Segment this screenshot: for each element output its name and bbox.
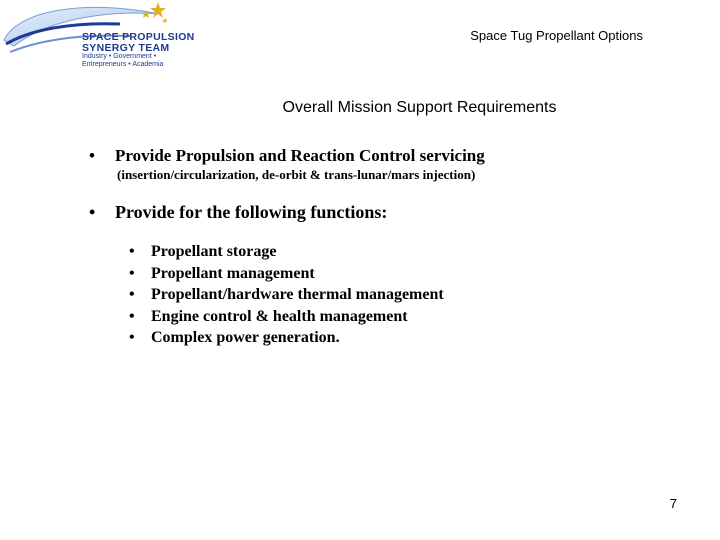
bullet-text: Provide Propulsion and Reaction Control servicing xyxy=(115,146,485,165)
header-title: Space Tug Propellant Options xyxy=(470,28,643,43)
list-marker: • xyxy=(129,307,135,325)
list-item xyxy=(129,284,444,306)
list-item-text: Propellant storage xyxy=(151,243,277,260)
list-item xyxy=(129,263,444,285)
list-item-text: Complex power generation. xyxy=(151,329,340,346)
bullet-text: Provide for the following functions: xyxy=(115,202,388,222)
bullet-marker: • xyxy=(89,202,96,222)
logo-line-4: Entrepreneurs • Academia xyxy=(82,61,164,68)
bullet-note: (insertion/circularization, de-orbit & trans-lunar/mars injection) xyxy=(117,167,476,182)
list-item xyxy=(129,306,444,328)
logo-line-3: Industry • Government • xyxy=(82,53,157,60)
bullet-item xyxy=(89,146,485,166)
list-item xyxy=(129,241,444,263)
list-item xyxy=(129,327,444,349)
list-marker: • xyxy=(129,286,135,303)
function-list xyxy=(129,241,444,349)
bullet-item xyxy=(89,202,387,223)
list-marker: • xyxy=(129,243,135,260)
list-item-text: Propellant management xyxy=(151,264,315,282)
space-propulsion-logo xyxy=(0,0,215,72)
slide-subtitle: Overall Mission Support Requirements xyxy=(282,99,557,116)
logo-line-1: SPACE PROPULSION xyxy=(82,31,195,43)
logo-line-2: SYNERGY TEAM xyxy=(82,42,170,54)
list-marker: • xyxy=(129,329,135,346)
page-number: 7 xyxy=(669,496,677,511)
list-item-text: Propellant/hardware thermal management xyxy=(151,286,444,303)
list-marker: • xyxy=(129,264,135,282)
list-item-text: Engine control & health management xyxy=(151,307,408,325)
bullet-marker: • xyxy=(89,146,95,165)
